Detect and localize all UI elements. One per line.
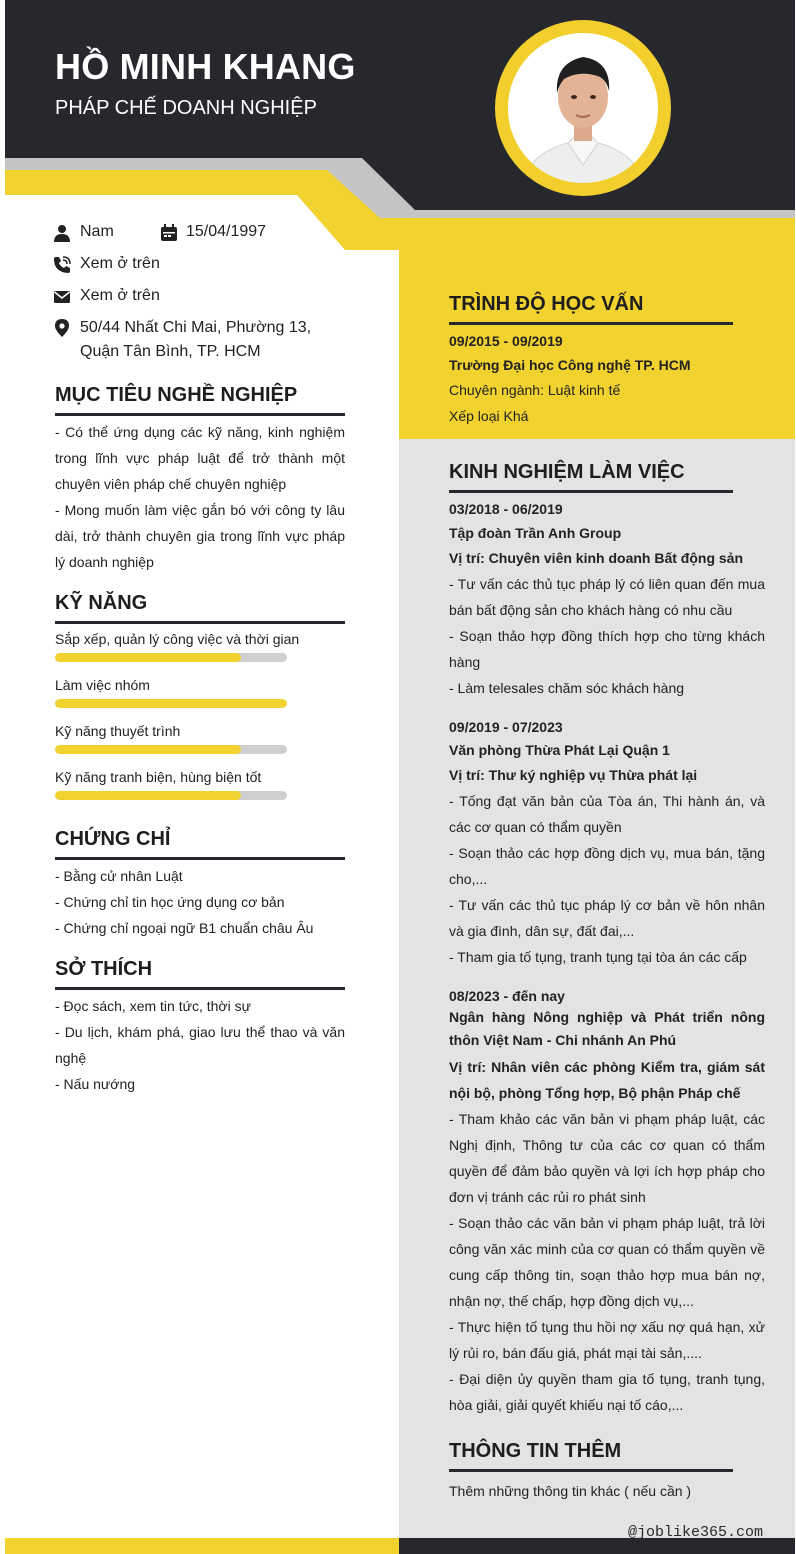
skills-heading: KỸ NĂNG <box>55 592 148 614</box>
objective-heading: MỤC TIÊU NGHỀ NGHIỆP <box>55 384 298 406</box>
certificate-item: - Chứng chỉ tin học ứng dụng cơ bản <box>55 894 285 910</box>
objective-item: - Mong muốn làm việc gắn bó với công ty lâu dài, trở thành chuyên gia trong lĩnh vực pháp lý doanh nghiệp <box>55 502 345 570</box>
profile-photo <box>508 33 658 183</box>
certificate-item: - Chứng chỉ ngoại ngữ B1 chuẩn châu Âu <box>55 920 314 936</box>
hobby-item: - Du lịch, khám phá, giao lưu thể thao và văn nghệ <box>55 1024 345 1066</box>
birthday-value: 15/04/1997 <box>186 223 267 240</box>
address-line-2: Quận Tân Bình, TP. HCM <box>80 343 261 360</box>
job-period: 09/2019 - 07/2023 <box>449 719 563 735</box>
phone-icon <box>53 256 71 274</box>
gender-value: Nam <box>80 223 114 240</box>
location-pin-icon <box>53 319 71 337</box>
email-value: Xem ở trên <box>80 287 160 304</box>
job-position: Vị trí: Chuyên viên kinh doanh Bất động sản <box>449 550 744 566</box>
certificate-item: - Bằng cử nhân Luật <box>55 868 183 884</box>
job-position: Vị trí: Nhân viên các phòng Kiểm tra, giám sát nội bộ, phòng Tổng hợp, Bộ phận Pháp chế <box>449 1059 765 1101</box>
job-position: Vị trí: Thư ký nghiệp vụ Thừa phát lại <box>449 767 698 783</box>
skill-label: Kỹ năng tranh biện, hùng biện tốt <box>55 769 262 785</box>
job-period: 03/2018 - 06/2019 <box>449 501 563 517</box>
job-duty: - Tham gia tố tụng, tranh tụng tại tòa án các cấp <box>449 949 747 965</box>
hobbies-divider <box>55 987 345 990</box>
skill-bar <box>55 745 287 754</box>
phone-value: Xem ở trên <box>80 255 160 272</box>
address-line-1: 50/44 Nhất Chi Mai, Phường 13, <box>80 319 312 336</box>
hobby-item: - Nấu nướng <box>55 1076 136 1092</box>
user-icon <box>53 224 71 242</box>
education-heading: TRÌNH ĐỘ HỌC VẤN <box>449 293 644 315</box>
job-duty: - Tư vấn các thủ tục pháp lý cơ bản về hôn nhân và gia đình, dân sự, đất đai,... <box>449 897 765 939</box>
job-duty: - Soạn thảo các văn bản vi phạm pháp luật, trả lời công văn xác minh của cơ quan có thẩm quyền về cung cấp thông tin, soạn thảo hợp mua bán nợ, nhận nợ, thế chấp, hợp đồng dịch vụ,... <box>449 1215 765 1309</box>
resume-page <box>5 0 795 1554</box>
job-duty: - Soạn thảo hợp đồng thích hợp cho từng khách hàng <box>449 628 765 670</box>
job-duty: - Tư vấn các thủ tục pháp lý có liên quan đến mua bán bất động sản cho khách hàng có nhu cầu <box>449 576 765 618</box>
education-major: Chuyên ngành: Luật kinh tế <box>449 382 621 398</box>
watermark: @joblike365.com <box>628 1524 764 1541</box>
skill-bar-fill <box>55 699 287 708</box>
certificates-heading: CHỨNG CHỈ <box>55 828 171 850</box>
footer-band-yellow <box>5 1538 399 1554</box>
experience-divider <box>449 490 733 493</box>
job-duty: - Tống đạt văn bản của Tòa án, Thi hành án, và các cơ quan có thẩm quyền <box>449 793 765 835</box>
job-period: 08/2023 - đến nay <box>449 988 565 1004</box>
objective-divider <box>55 413 345 416</box>
skill-bar-fill <box>55 653 241 662</box>
skill-label: Kỹ năng thuyết trình <box>55 723 181 739</box>
extra-info-text: Thêm những thông tin khác ( nếu cần ) <box>449 1483 692 1499</box>
extra-info-divider <box>449 1469 733 1472</box>
skill-bar <box>55 791 287 800</box>
extra-info-heading: THÔNG TIN THÊM <box>449 1440 622 1462</box>
skill-bar <box>55 653 287 662</box>
job-duty: - Tham khảo các văn bản vi phạm pháp luật, các Nghị định, Thông tư của các cơ quan có thẩm quyền để đảm bảo quyền và lợi ích hợp pháp cho đơn vị tránh các rủi ro phát sinh <box>449 1111 765 1205</box>
job-duty: - Làm telesales chăm sóc khách hàng <box>449 680 685 696</box>
mail-icon <box>53 288 71 306</box>
job-company: Ngân hàng Nông nghiệp và Phát triển nông thôn Việt Nam - Chi nhánh An Phú <box>449 1009 765 1048</box>
certificates-divider <box>55 857 345 860</box>
job-duty: - Đại diện ủy quyền tham gia tố tụng, tranh tụng, hòa giải, giải quyết khiếu nại tố cáo,... <box>449 1371 765 1413</box>
skill-bar-fill <box>55 745 241 754</box>
hobby-item: - Đọc sách, xem tin tức, thời sự <box>55 998 251 1014</box>
skills-divider <box>55 621 345 624</box>
calendar-icon <box>160 224 178 242</box>
job-duty: - Thực hiện tố tụng thu hồi nợ xấu nợ quá hạn, xử lý rủi ro, bán đấu giá, phát mại tài sản,.... <box>449 1319 765 1361</box>
education-period: 09/2015 - 09/2019 <box>449 333 563 349</box>
skill-bar <box>55 699 287 708</box>
experience-heading: KINH NGHIỆM LÀM VIỆC <box>449 461 685 483</box>
skill-label: Làm việc nhóm <box>55 677 150 693</box>
education-school: Trường Đại học Công nghệ TP. HCM <box>449 357 691 373</box>
candidate-job-title: PHÁP CHẾ DOANH NGHIỆP <box>55 97 317 119</box>
avatar <box>495 20 671 196</box>
job-duty: - Soạn thảo các hợp đồng dịch vụ, mua bán, tặng cho,... <box>449 845 765 887</box>
education-divider <box>449 322 733 325</box>
skill-label: Sắp xếp, quản lý công việc và thời gian <box>55 631 300 647</box>
job-company: Văn phòng Thừa Phát Lại Quận 1 <box>449 742 670 758</box>
objective-item: - Có thể ứng dụng các kỹ năng, kinh nghiệm trong lĩnh vực pháp luật để trở thành một chuyên viên pháp chế chuyên nghiệp <box>55 424 345 492</box>
candidate-name: HỒ MINH KHANG <box>55 46 356 87</box>
education-grade: Xếp loại Khá <box>449 408 529 424</box>
skill-bar-fill <box>55 791 241 800</box>
hobbies-heading: SỞ THÍCH <box>55 958 153 980</box>
job-company: Tập đoàn Trần Anh Group <box>449 525 622 541</box>
